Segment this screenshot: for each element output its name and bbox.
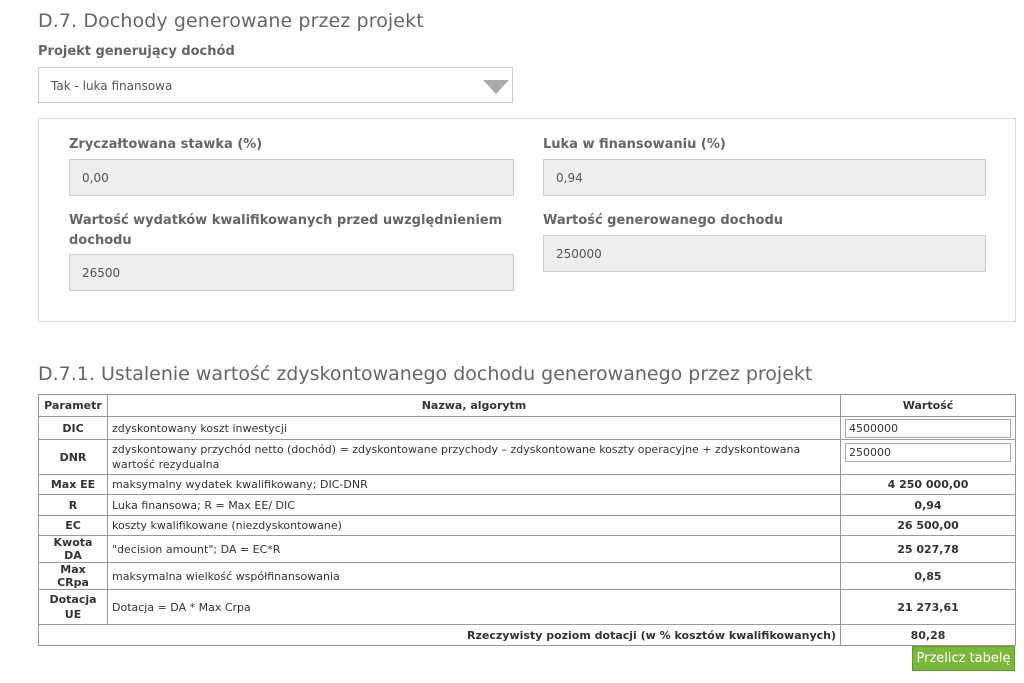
row-param: Max CRpa xyxy=(39,563,108,590)
row-name: zdyskontowany koszt inwestycji xyxy=(108,417,841,440)
row-param: Dotacja UE xyxy=(39,590,108,625)
dic-input[interactable] xyxy=(845,419,1011,438)
table-summary-row xyxy=(39,625,1016,646)
income-project-label: Projekt generujący dochód xyxy=(38,44,235,59)
header-name: Nazwa, algorytm xyxy=(108,395,841,417)
row-param: R xyxy=(39,495,108,516)
row-param: DIC xyxy=(39,417,108,440)
row-name: Dotacja = DA * Max Crpa xyxy=(108,590,841,625)
row-value: 0,94 xyxy=(841,495,1016,516)
table-row xyxy=(39,536,1016,563)
table-row xyxy=(39,417,1016,440)
dnr-input[interactable] xyxy=(845,443,1011,462)
row-value-cell xyxy=(841,417,1016,440)
table-row xyxy=(39,475,1016,495)
income-project-value: Tak - luka finansowa xyxy=(51,79,173,93)
row-name: Luka finansowa; R = Max EE/ DIC xyxy=(108,495,841,516)
summary-label: Rzeczywisty poziom dotacji (w % kosztów kwalifikowanych) xyxy=(39,625,841,646)
funding-gap-label: Luka w finansowaniu (%) xyxy=(543,137,726,152)
flat-rate-field[interactable]: 0,00 xyxy=(69,159,514,196)
table-row xyxy=(39,516,1016,536)
row-param: DNR xyxy=(39,440,108,475)
header-value: Wartość xyxy=(841,395,1016,417)
funding-gap-field[interactable]: 0,94 xyxy=(543,159,986,196)
row-value: 0,85 xyxy=(841,563,1016,590)
generated-income-field[interactable]: 250000 xyxy=(543,235,986,272)
subsection-title: D.7.1. Ustalenie wartość zdyskontowanego dochodu generowanego przez projekt xyxy=(38,363,813,385)
header-param: Parametr xyxy=(39,395,108,417)
table-row xyxy=(39,495,1016,516)
row-name: maksymalny wydatek kwalifikowany; DIC-DNR xyxy=(108,475,841,495)
recalculate-table-button[interactable]: Przelicz tabelę xyxy=(912,646,1015,671)
discounted-income-table xyxy=(38,394,1016,646)
table-row xyxy=(39,590,1016,625)
row-param: Kwota DA xyxy=(39,536,108,563)
section-title: D.7. Dochody generowane przez projekt xyxy=(38,10,424,32)
row-value: 26 500,00 xyxy=(841,516,1016,536)
row-name: koszty kwalifikowane (niezdyskontowane) xyxy=(108,516,841,536)
row-name: zdyskontowany przychód netto (dochód) = zdyskontowane przychody – zdyskontowane koszty operacyjne + zdyskontowana wartość rezydualna xyxy=(108,440,841,475)
table-row xyxy=(39,563,1016,590)
row-param: EC xyxy=(39,516,108,536)
table-row xyxy=(39,440,1016,475)
summary-value: 80,28 xyxy=(841,625,1016,646)
eligible-expenses-field[interactable]: 26500 xyxy=(69,254,514,291)
row-name: "decision amount"; DA = EC*R xyxy=(108,536,841,563)
row-value: 25 027,78 xyxy=(841,536,1016,563)
flat-rate-label: Zryczałtowana stawka (%) xyxy=(69,137,263,152)
generated-income-label: Wartość generowanego dochodu xyxy=(543,213,784,228)
row-value-cell xyxy=(841,440,1016,475)
income-project-select[interactable] xyxy=(38,67,513,103)
chevron-down-icon[interactable] xyxy=(483,80,509,94)
row-value: 4 250 000,00 xyxy=(841,475,1016,495)
eligible-expenses-label: Wartość wydatków kwalifikowanych przed uwzględnieniem dochodu xyxy=(69,213,503,248)
row-param: Max EE xyxy=(39,475,108,495)
row-value: 21 273,61 xyxy=(841,590,1016,625)
income-parameters-panel xyxy=(38,118,1016,322)
row-name: maksymalna wielkość współfinansowania xyxy=(108,563,841,590)
